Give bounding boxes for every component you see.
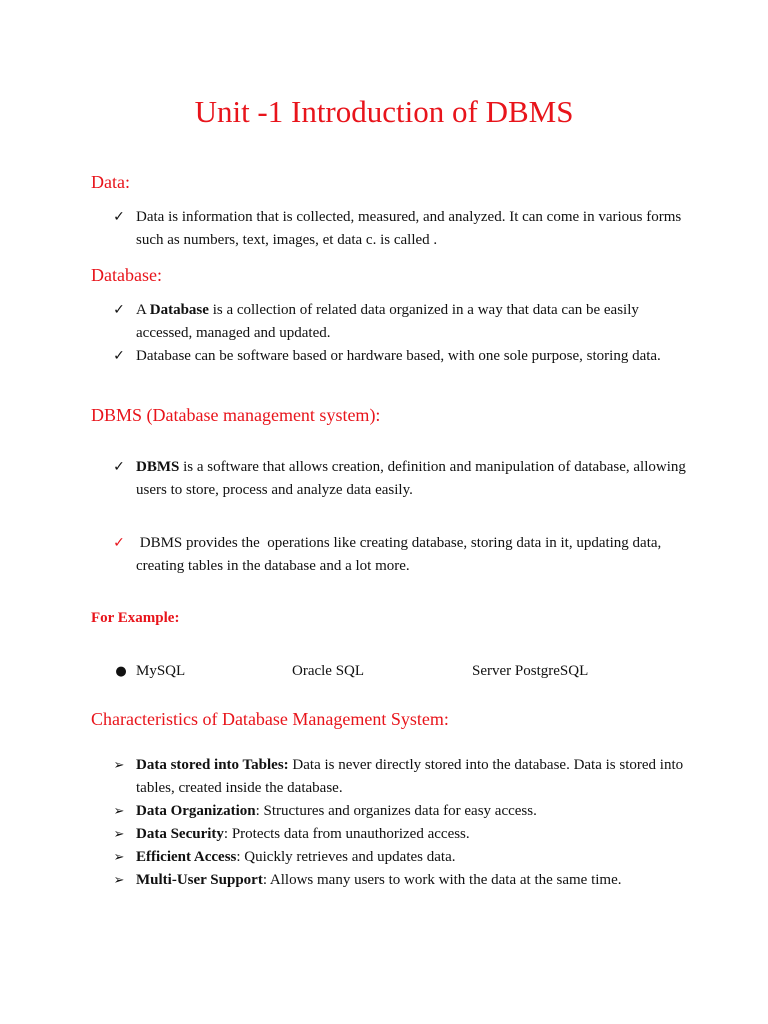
heading-for-example: For Example: (91, 610, 180, 626)
characteristic-item-multiuser-bold: Multi-User Support (136, 872, 263, 888)
heading-database: Database: (91, 265, 162, 285)
database-item-1-bold: Database (149, 302, 209, 318)
dbms-item-1-bold: DBMS (136, 459, 180, 475)
characteristic-item-access (113, 846, 686, 869)
database-item-1 (113, 299, 686, 345)
characteristic-item-security-bold: Data Security (136, 826, 224, 842)
characteristic-item-organization-bold: Data Organization (136, 803, 256, 819)
page-title: Unit -1 Introduction of DBMS (194, 94, 574, 129)
database-item-2 (113, 345, 686, 368)
characteristic-item-tables (113, 754, 686, 800)
heading-dbms: DBMS (Database management system): (91, 405, 381, 425)
check-icon: ✓ (113, 209, 125, 225)
arrow-bullet-icon: ➢ (113, 873, 125, 888)
check-icon: ✓ (113, 302, 125, 318)
characteristic-item-access-bold: Efficient Access (136, 849, 237, 865)
arrow-bullet-icon: ➢ (113, 827, 125, 842)
arrow-bullet-icon: ➢ (113, 850, 125, 865)
characteristic-item-organization (113, 800, 686, 823)
dbms-item-2-text: DBMS provides the operations like creating database, storing data in it, updating data, creating tables in the database and a lot more. (136, 535, 666, 574)
data-item-1-text: Data is information that is collected, measured, and analyzed. It can come in various forms such as numbers, text, images, et data c. is called . (136, 209, 682, 248)
example-item-mysql: MySQL (136, 663, 186, 679)
database-item-1-text: is a collection of related data organized in a way that data can be easily accessed, managed and updated. (136, 302, 639, 341)
characteristic-item-organization-text: : Structures and organizes data for easy access. (255, 803, 537, 819)
characteristic-item-tables-text: Data is never directly stored into the database. Data is stored into tables, created inside the database. (136, 757, 684, 796)
heading-characteristics: Characteristics of Database Management System: (91, 709, 449, 729)
characteristic-item-multiuser (113, 869, 686, 892)
characteristic-item-access-text: : Quickly retrieves and updates data. (236, 849, 456, 865)
characteristic-item-security (113, 823, 686, 846)
dbms-item-2 (113, 532, 686, 578)
check-icon: ✓ (113, 535, 125, 551)
characteristic-item-tables-bold: Data stored into Tables: (136, 757, 289, 773)
check-icon: ✓ (113, 459, 125, 475)
dbms-item-1-text: is a software that allows creation, definition and manipulation of database, allowing users to store, process and analyze data easily. (136, 459, 686, 498)
arrow-bullet-icon: ➢ (113, 758, 125, 773)
example-item-server: Server PostgreSQL (472, 663, 589, 679)
database-item-2-text: Database can be software based or hardware based, with one sole purpose, storing data. (136, 348, 661, 364)
dbms-item-1 (113, 456, 686, 502)
example-item-oracle: Oracle SQL (292, 663, 365, 679)
arrow-bullet-icon: ➢ (113, 804, 125, 819)
characteristic-item-multiuser-text: : Allows many users to work with the data at the same time. (262, 872, 622, 888)
database-item-1-pre: A (136, 302, 150, 318)
data-item-1 (113, 206, 686, 252)
bullet-dot-icon: ● (115, 664, 127, 679)
heading-data: Data: (91, 172, 130, 192)
check-icon: ✓ (113, 348, 125, 364)
characteristic-item-security-text: : Protects data from unauthorized access. (223, 826, 470, 842)
